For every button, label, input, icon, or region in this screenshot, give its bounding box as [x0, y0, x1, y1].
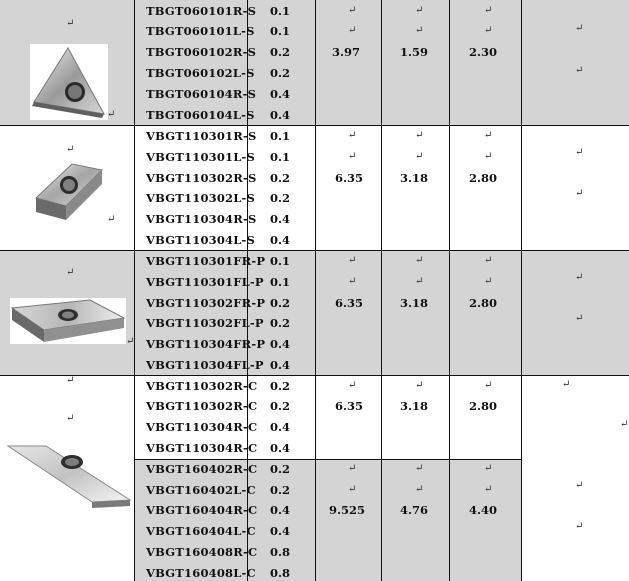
corner-radius: 0.4 [270, 233, 291, 247]
paragraph-mark: ↵ [415, 151, 424, 162]
dimension-value: 2.80 [469, 171, 498, 185]
paragraph-mark: ↵ [575, 23, 584, 34]
paragraph-mark: ↵ [484, 5, 493, 16]
paragraph-mark: ↵ [484, 255, 493, 266]
dimension-value: 9.525 [329, 503, 366, 517]
model-code: VBGT160408R-C [146, 545, 258, 559]
corner-radius: 0.1 [270, 275, 291, 289]
col-divider [449, 0, 450, 581]
model-code: VBGT110301FL-P [146, 275, 264, 289]
paragraph-mark: ↵ [126, 336, 135, 347]
paragraph-mark: ↵ [415, 484, 424, 495]
model-code: VBGT160408L-C [146, 566, 256, 580]
dimension-value: 2.80 [469, 296, 498, 310]
paragraph-mark: ↵ [575, 147, 584, 158]
model-code: VBGT110302FL-P [146, 316, 264, 330]
corner-radius: 0.4 [270, 358, 291, 372]
model-code: VBGT110301L-S [146, 150, 256, 164]
dimension-value: 3.18 [400, 171, 429, 185]
row-divider [134, 459, 521, 460]
model-code: TBGT060104L-S [146, 108, 255, 122]
model-code: TBGT060101R-S [146, 4, 257, 18]
model-code: VBGT110304R-C [146, 420, 258, 434]
row-divider [0, 250, 629, 251]
paragraph-mark: ↵ [484, 130, 493, 141]
model-code: VBGT110302FR-P [146, 296, 266, 310]
corner-radius: 0.4 [270, 503, 291, 517]
corner-radius: 0.1 [270, 4, 291, 18]
dimension-value: 6.35 [335, 171, 364, 185]
corner-radius: 0.2 [270, 483, 291, 497]
paragraph-mark: ↵ [348, 484, 357, 495]
paragraph-mark: ↵ [484, 463, 493, 474]
paragraph-mark: ↵ [415, 130, 424, 141]
paragraph-mark: ↵ [66, 18, 75, 29]
corner-radius: 0.2 [270, 296, 291, 310]
paragraph-mark: ↵ [575, 188, 584, 199]
model-code: VBGT110304FR-P [146, 337, 266, 351]
paragraph-mark: ↵ [348, 380, 357, 391]
corner-radius: 0.8 [270, 545, 291, 559]
dimension-value: 4.40 [469, 503, 498, 517]
group-band-vbgt-c-large [134, 459, 521, 581]
dimension-value: 6.35 [335, 296, 364, 310]
col-divider [521, 0, 522, 581]
row-divider [0, 125, 629, 126]
model-code: VBGT110304R-C [146, 441, 258, 455]
paragraph-mark: ↵ [66, 375, 75, 386]
corner-radius: 0.4 [270, 420, 291, 434]
row-divider [0, 375, 629, 376]
corner-radius: 0.1 [270, 24, 291, 38]
paragraph-mark: ↵ [415, 25, 424, 36]
paragraph-mark: ↵ [66, 144, 75, 155]
paragraph-mark: ↵ [415, 380, 424, 391]
paragraph-mark: ↵ [348, 255, 357, 266]
paragraph-mark: ↵ [415, 5, 424, 16]
dimension-value: 2.80 [469, 399, 498, 413]
corner-radius: 0.4 [270, 524, 291, 538]
paragraph-mark: ↵ [348, 151, 357, 162]
paragraph-mark: ↵ [575, 521, 584, 532]
paragraph-mark: ↵ [107, 109, 116, 120]
dimension-value: 2.30 [469, 45, 498, 59]
paragraph-mark: ↵ [415, 463, 424, 474]
model-code: VBGT160402R-C [146, 462, 258, 476]
triangle-insert-image [30, 44, 108, 120]
corner-radius: 0.4 [270, 212, 291, 226]
corner-radius: 0.2 [270, 316, 291, 330]
model-code: VBGT160402L-C [146, 483, 256, 497]
paragraph-mark: ↵ [66, 267, 75, 278]
paragraph-mark: ↵ [575, 480, 584, 491]
corner-radius: 0.1 [270, 254, 291, 268]
model-code: VBGT110304R-S [146, 212, 257, 226]
dimension-value: 1.59 [400, 45, 429, 59]
model-code: TBGT060102L-S [146, 66, 255, 80]
paragraph-mark: ↵ [484, 25, 493, 36]
paragraph-mark: ↵ [484, 151, 493, 162]
rhombic-insert-image [30, 160, 106, 226]
paragraph-mark: ↵ [348, 463, 357, 474]
corner-radius: 0.2 [270, 45, 291, 59]
dimension-value: 3.18 [400, 399, 429, 413]
model-code: TBGT060101L-S [146, 24, 255, 38]
col-divider [381, 0, 382, 581]
corner-radius: 0.2 [270, 399, 291, 413]
model-code: VBGT110301FR-P [146, 254, 266, 268]
paragraph-mark: ↵ [484, 380, 493, 391]
paragraph-mark: ↵ [575, 65, 584, 76]
corner-radius: 0.4 [270, 87, 291, 101]
paragraph-mark: ↵ [348, 130, 357, 141]
corner-radius: 0.4 [270, 441, 291, 455]
corner-radius: 0.2 [270, 462, 291, 476]
corner-radius: 0.2 [270, 171, 291, 185]
paragraph-mark: ↵ [348, 276, 357, 287]
corner-radius: 0.2 [270, 191, 291, 205]
paragraph-mark: ↵ [66, 413, 75, 424]
paragraph-mark: ↵ [484, 276, 493, 287]
dimension-value: 3.97 [332, 45, 361, 59]
corner-radius: 0.1 [270, 129, 291, 143]
model-code: TBGT060104R-S [146, 87, 257, 101]
model-code: VBGT110302R-C [146, 379, 258, 393]
model-code: VBGT110304L-S [146, 233, 256, 247]
corner-radius: 0.2 [270, 66, 291, 80]
model-code: VBGT110302R-S [146, 171, 257, 185]
paragraph-mark: ↵ [575, 313, 584, 324]
corner-radius: 0.4 [270, 108, 291, 122]
corner-radius: 0.1 [270, 150, 291, 164]
paragraph-mark: ↵ [484, 484, 493, 495]
model-code: VBGT160404R-C [146, 503, 258, 517]
rhombic-insert-flat-image [10, 298, 126, 344]
model-code: VBGT110304FL-P [146, 358, 264, 372]
col-divider [134, 0, 135, 581]
corner-radius: 0.4 [270, 337, 291, 351]
paragraph-mark: ↵ [562, 379, 571, 390]
model-code: TBGT060102R-S [146, 45, 257, 59]
model-code: VBGT110302L-S [146, 191, 256, 205]
model-code: VBGT160404L-C [146, 524, 256, 538]
col-divider [315, 0, 316, 581]
model-code: VBGT110302R-C [146, 399, 258, 413]
corner-radius: 0.8 [270, 566, 291, 580]
paragraph-mark: ↵ [107, 214, 116, 225]
model-code: VBGT110301R-S [146, 129, 257, 143]
rhombic-insert-large-image [6, 442, 132, 510]
dimension-value: 4.76 [400, 503, 429, 517]
paragraph-mark: ↵ [348, 25, 357, 36]
dimension-value: 6.35 [335, 399, 364, 413]
last-column-band [521, 459, 629, 581]
paragraph-mark: ↵ [415, 255, 424, 266]
paragraph-mark: ↵ [415, 276, 424, 287]
paragraph-mark: ↵ [620, 419, 629, 430]
paragraph-mark: ↵ [575, 272, 584, 283]
corner-radius: 0.2 [270, 379, 291, 393]
dimension-value: 3.18 [400, 296, 429, 310]
paragraph-mark: ↵ [348, 5, 357, 16]
